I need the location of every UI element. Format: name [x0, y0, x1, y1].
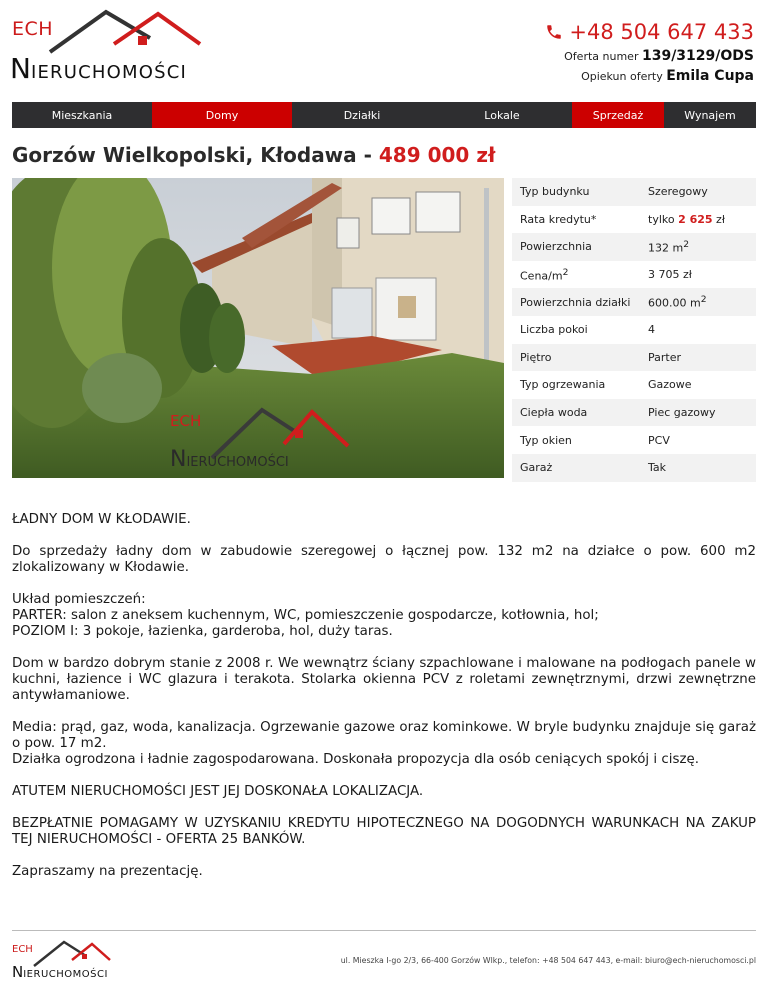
agent-name: Emila Cupa — [666, 68, 754, 84]
phone-number[interactable] — [545, 20, 754, 44]
spec-row-typ-okien: Typ okien PCV — [520, 433, 670, 447]
company-logo[interactable] — [10, 8, 202, 85]
phone-icon — [545, 23, 563, 41]
offer-number: 139/3129/ODS — [641, 48, 754, 64]
spec-row-pietro: Piętro Parter — [512, 344, 756, 372]
page-header — [0, 0, 768, 100]
nav-item-lokale[interactable]: Lokale — [484, 108, 520, 122]
house-photo-illustration — [12, 178, 504, 478]
property-specs-table — [512, 178, 756, 482]
spec-row-typ-ogrzewania: Typ ogrzewania Gazowe — [520, 378, 692, 392]
desc-media: Media: prąd, gaz, woda, kanalizacja. Ogrzewanie gazowe oraz kominkowe. W bryle budynku znajduje się garaż o pow. 17 m2. Działka ogrodzona i ładnie zagospodarowana. Doskonała propozycja dla osób ceniących spokój i ciszę. — [12, 720, 756, 767]
nav-item-wynajem[interactable]: Wynajem — [684, 108, 736, 122]
spec-row-liczba-pokoi: Liczba pokoi 4 — [520, 323, 655, 337]
nav-item-sprzedaz[interactable]: Sprzedaż — [572, 102, 664, 128]
spec-row-cena-m2: Cena/$m^2$ 3 705 zł — [520, 266, 692, 283]
property-photo[interactable] — [12, 178, 504, 478]
contact-info — [545, 20, 754, 84]
spec-row-garaz: Garaż Tak — [512, 454, 756, 482]
agent-line: Opiekun oferty Emila Cupa — [581, 68, 754, 84]
nav-item-dzialki[interactable]: Działki — [343, 108, 381, 122]
phone-text: +48 504 647 433 — [569, 20, 754, 44]
spec-row-typ-budynku: Typ budynku Szeregowy — [512, 178, 756, 206]
spec-row-powierzchnia-dzialki: Powierzchnia działki 600.00 $m^2$ — [512, 288, 756, 316]
listing-title: Gorzów Wielkopolski, Kłodawa - 489 000 zł — [12, 143, 496, 167]
main-nav — [12, 102, 756, 128]
desc-headline: ŁADNY DOM W KŁODAWIE. — [12, 512, 191, 527]
logo-ech-text: ECH — [12, 18, 54, 40]
desc-condition: Dom w bardzo dobrym stanie z 2008 r. We wewnątrz ściany szpachlowane i malowane na podłogach panele w kuchni, łazience i WC glazura i terakota. Stolarka okienna PCV z roletami zewnętrznymi, drzwi zewnętrzne antywłamaniowe. — [12, 656, 756, 703]
footer-address: ul. Mieszka I-go 2/3, 66-400 Gorzów Wlkp., telefon: +48 504 647 443, e-mail: biuro@ech-nieruchomosci.pl — [340, 956, 756, 965]
listing-description — [12, 512, 756, 896]
listing-price: 489 000 zł — [378, 143, 496, 167]
desc-location: ATUTEM NIERUCHOMOŚCI JEST JEJ DOSKONAŁA LOKALIZACJA. — [12, 784, 424, 799]
footer-logo[interactable]: ECH NIERUCHOMOŚCI — [12, 938, 112, 982]
desc-credit: BEZPŁATNIE POMAGAMY W UZYSKANIU KREDYTU HIPOTECZNEGO NA DOGODNYCH WARUNKACH NA ZAKUP TEJ NIERUCHOMOŚCI - OFERTA 25 BANKÓW. — [12, 816, 756, 847]
nav-item-domy[interactable]: Domy — [152, 102, 292, 128]
footer-divider — [12, 930, 756, 931]
svg-text:NIERUCHOMOŚCI: NIERUCHOMOŚCI — [170, 447, 289, 472]
offer-number-line: Oferta numer 139/3129/ODS — [564, 48, 754, 64]
spec-row-powierzchnia: Powierzchnia 132 $m^2$ — [512, 233, 756, 261]
logo-name-text: NIERUCHOMOŚCI — [10, 52, 187, 85]
desc-layout: Układ pomieszczeń: PARTER: salon z aneksem kuchennym, WC, pomieszczenie gospodarcze, kotłownia, hol; POZIOM I: 3 pokoje, łazienka, garderoba, hol, duży taras. — [12, 592, 599, 639]
nav-item-mieszkania[interactable]: Mieszkania — [51, 108, 113, 122]
spec-row-ciepla-woda: Ciepła woda Piec gazowy — [512, 399, 756, 427]
svg-text:ECH: ECH — [170, 412, 202, 430]
spec-row-rata-kredytu: Rata kredytu* tylko 2 625 zł — [520, 212, 725, 226]
desc-intro: Do sprzedaży ładny dom w zabudowie szeregowej o łącznej pow. 132 m2 na działce o pow. 600 m2 zlokalizowany w Kłodawie. — [12, 544, 756, 575]
desc-invitation: Zapraszamy na prezentację. — [12, 864, 203, 879]
